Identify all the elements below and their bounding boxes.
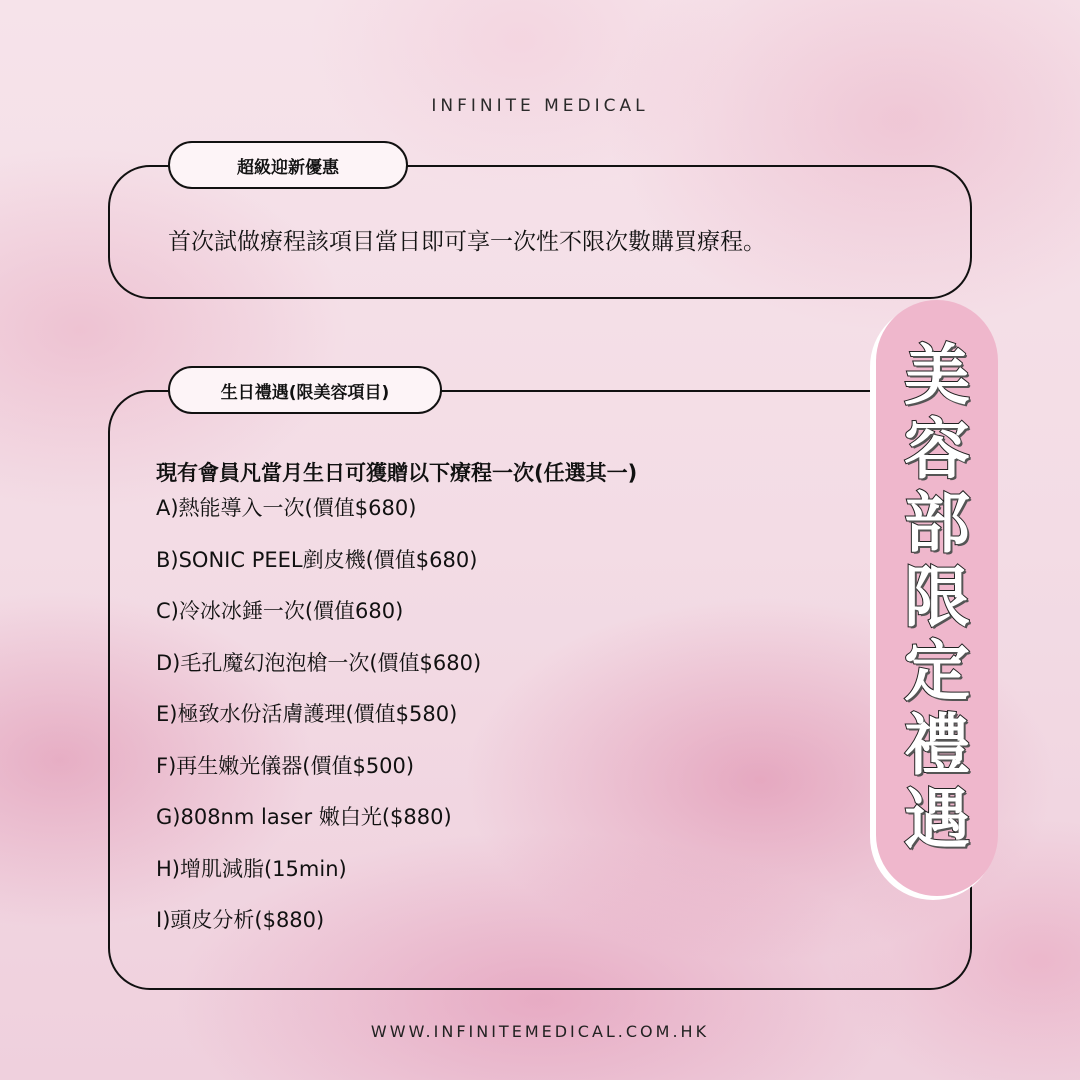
welcome-offer-text: 首次試做療程該項目當日即可享一次性不限次數購買療程。 xyxy=(168,229,766,255)
sticker-char: 容 xyxy=(904,411,970,488)
treatment-item: G)808nm laser 嫩白光($880) xyxy=(156,805,452,829)
treatment-item: C)冷冰冰錘一次(價值680) xyxy=(156,599,404,623)
sticker-char: 禮 xyxy=(904,707,970,784)
website-url: WWW.INFINITEMEDICAL.COM.HK xyxy=(370,1022,710,1041)
treatment-item: I)頭皮分析($880) xyxy=(156,908,325,932)
treatment-item: E)極致水份活膚護理(價值$580) xyxy=(156,702,458,726)
welcome-offer-tag: 超級迎新優惠 xyxy=(168,141,408,189)
treatment-item: D)毛孔魔幻泡泡槍一次(價值$680) xyxy=(156,650,482,675)
brand-name: INFINITE MEDICAL xyxy=(431,96,649,116)
treatment-item: H)增肌減脂(15min) xyxy=(156,856,347,881)
treatment-item: A)熱能導入一次(價值$680) xyxy=(156,496,417,520)
beauty-exclusive-sticker xyxy=(876,300,998,896)
sticker-char: 定 xyxy=(904,633,970,710)
sticker-char: 部 xyxy=(904,485,970,562)
sticker-char: 美 xyxy=(904,337,970,414)
birthday-offer-lead: 現有會員凡當月生日可獲贈以下療程一次(任選其一) xyxy=(156,461,638,485)
treatment-item: F)再生嫩光儀器(價值$500) xyxy=(156,753,415,778)
sticker-char: 限 xyxy=(904,559,970,636)
birthday-offer-content xyxy=(156,457,637,955)
sticker-char: 遇 xyxy=(904,781,970,858)
birthday-offer-tag: 生日禮遇(限美容項目) xyxy=(168,366,442,414)
treatment-item: B)SONIC PEEL剷皮機(價值$680) xyxy=(156,547,478,572)
